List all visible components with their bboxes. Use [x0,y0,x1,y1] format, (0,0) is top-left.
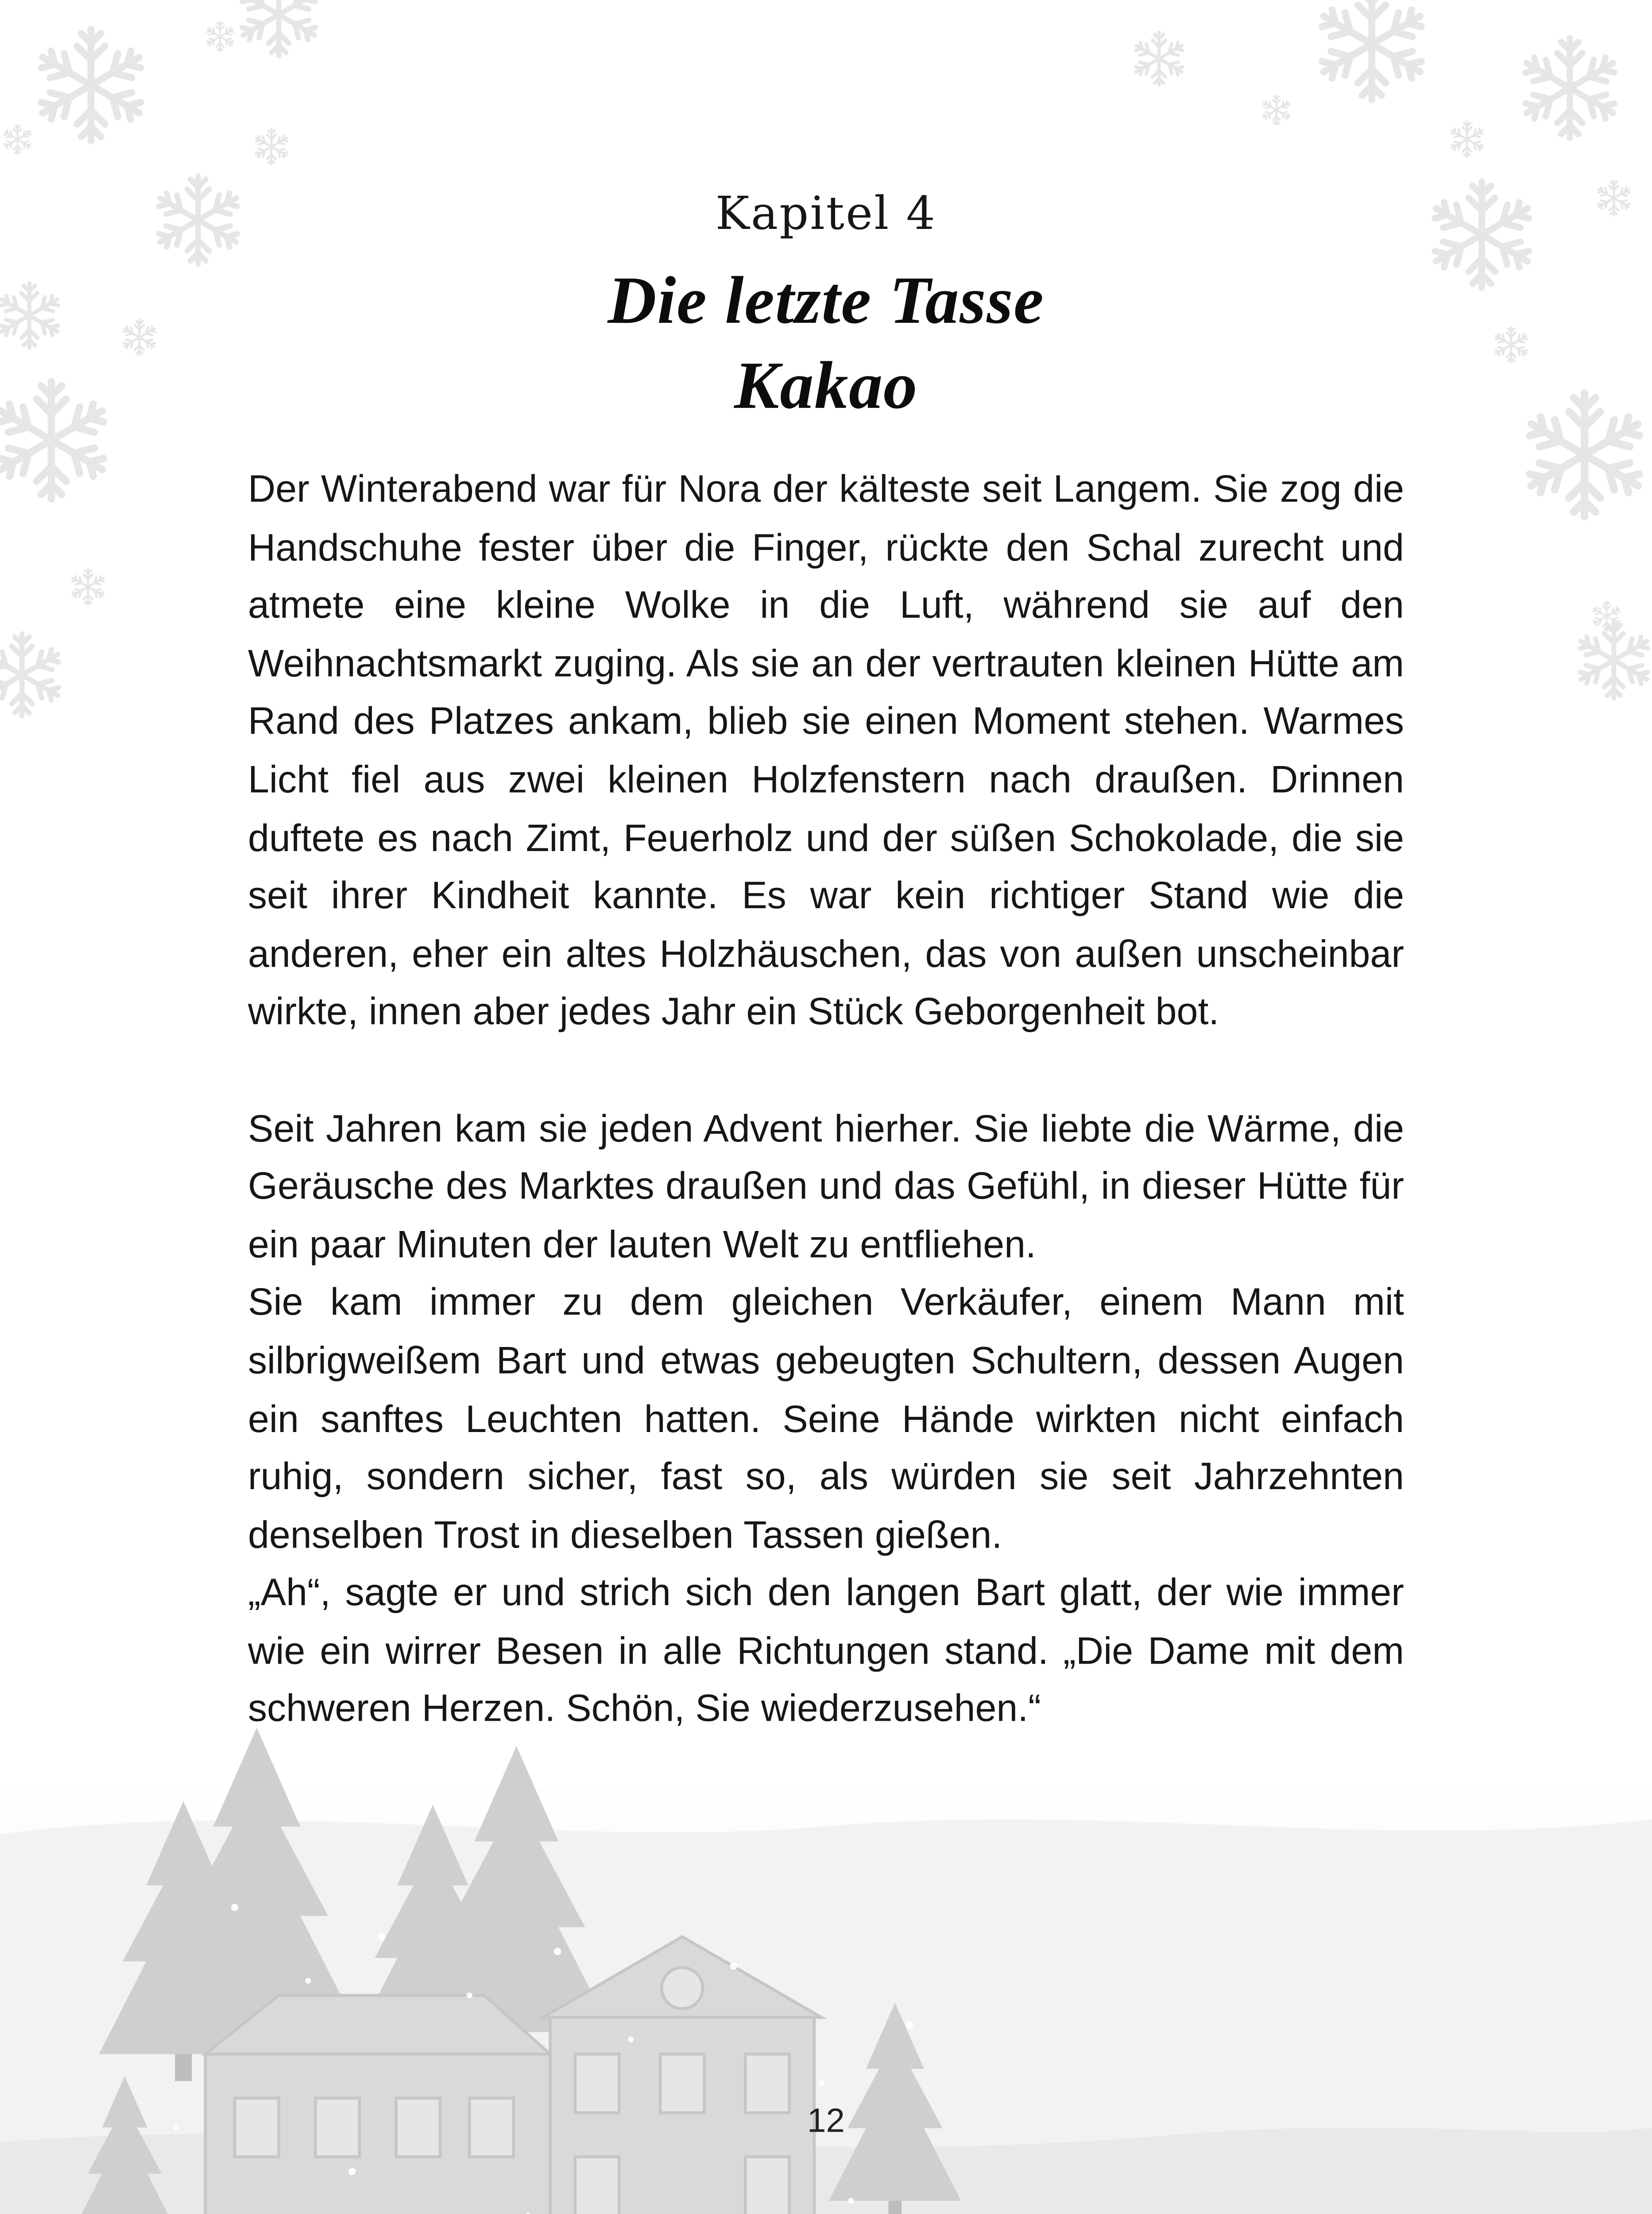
paragraph-3: Sie kam immer zu dem gleichen Verkäufer, einem Mann mit silbrigweißem Bart und etwas gebeugten Schultern, dessen Augen ein sanftes Leuchten hatten. Seine Hände wirkten nicht einfach ruhig, sondern sicher, fast so, als würden sie seit Jahrzehnten denselben Trost in dieselben Tassen gießen. [248,1280,1404,1556]
page-number: 12 [807,2101,845,2140]
paragraph-2: Seit Jahren kam sie jeden Advent hierher. Sie liebte die Wärme, die Geräusche des Marktes draußen und das Gefühl, in dieser Hütte für ein paar Minuten der lauten Welt zu entfliehen. [248,1105,1404,1266]
chapter-title-line-1: Die letzte Tasse [607,263,1045,338]
chapter-title [0,258,1652,428]
paragraph-1: Der Winterabend war für Nora der kälteste seit Langem. Sie zog die Handschuhe fester über die Finger, rückte den Schal zurecht und atmete eine kleine Wolke in die Luft, während sie auf den Weihnachtsmarkt zuging. Als sie an der vertrauten kleinen Hütte am Rand des Platzes ankam, blieb sie einen Moment stehen. Warmes Licht fiel aus zwei kleinen Holzfenstern nach draußen. Drinnen duftete es nach Zimt, Feuerholz und der süßen Schokolade, die sie seit ihrer Kindheit kannte. Es war kein richtiger Stand wie die anderen, eher ein altes Holzhäuschen, das von außen unscheinbar wirkte, innen aber jedes Jahr ein Stück Geborgenheit bot. [248,466,1404,1033]
chapter-body [248,461,1404,1738]
chapter-label: Kapitel 4 [715,188,937,241]
chapter-title-line-2: Kakao [734,348,918,423]
paragraph-4: „Ah“, sagte er und strich sich den langen Bart glatt, der wie immer wie ein wirrer Besen in alle Richtungen stand. „Die Dame mit dem schweren Herzen. Schön, Sie wiederzusehen.“ [248,1570,1404,1731]
